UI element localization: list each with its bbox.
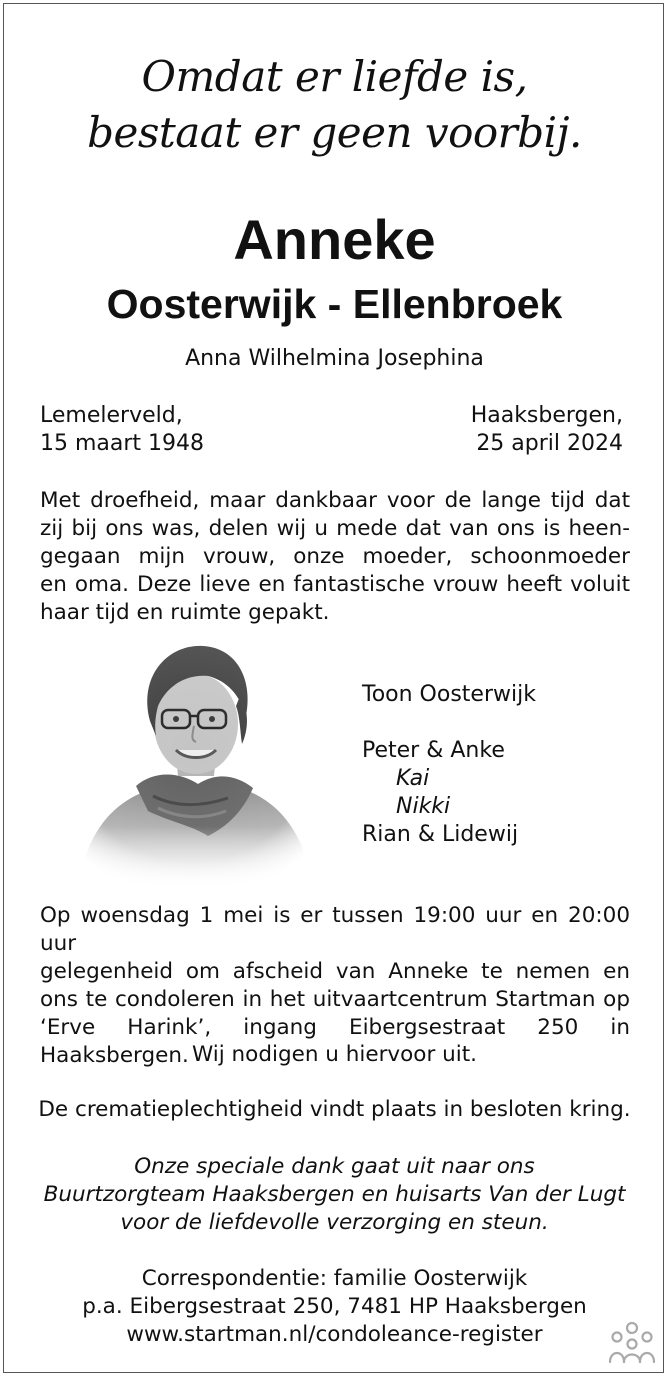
family-child-1: Peter & Anke [362,738,505,763]
announcement-line: gegaan mijn vrouw, onze moeder, schoonmoeder [40,544,630,569]
announcement-line: Met droefheid, maar dankbaar voor de lange tijd dat [40,488,630,513]
family-list [362,681,536,849]
thanks-line: Onze speciale dank gaat uit naar ons [134,1154,535,1179]
invite-text: Wij nodigen u hiervoor uit. [191,1042,477,1067]
cremation-text: De crematieplechtigheid vindt plaats in besloten kring. [38,1097,631,1122]
deceased-surname: Oosterwijk - Ellenbroek [106,281,563,327]
announcement-line: zij bij ons was, delen wij u mede dat van ons is heen- [40,516,630,541]
farewell-line: Op woensdag 1 mei is er tussen 19:00 uur en 20:00 uur [40,903,630,956]
death-info [471,402,623,458]
farewell-line: gelegenheid om afscheid van Anneke te nemen en [40,959,630,984]
farewell-line: ‘Erve Harink’, ingang Eibergsestraat 250 in Haaksbergen. [40,1015,630,1068]
people-logo-icon [606,1320,658,1364]
birth-info [40,402,204,458]
contact-address: p.a. Eibergsestraat 250, 7481 HP Haaksbergen [82,1294,587,1319]
portrait-photo [58,636,326,886]
contact-website: www.startman.nl/condoleance-register [126,1322,543,1347]
death-place: Haaksbergen, [470,403,623,428]
thanks-paragraph [0,1153,669,1237]
death-date: 25 april 2024 [476,431,623,456]
announcement-line: en oma. Deze lieve en fantastische vrouw heeft voluit [40,572,630,597]
family-spouse: Toon Oosterwijk [362,682,536,707]
deceased-full-names: Anna Wilhelmina Josephina [185,346,484,371]
thanks-line: voor de liefdevolle verzorging en steun. [120,1210,549,1235]
birth-date: 15 maart 1948 [40,431,205,456]
deceased-first-name: Anneke [233,208,436,271]
birth-place: Lemelerveld, [40,403,183,428]
family-child-2: Rian & Lidewij [362,822,519,847]
family-grandchild-2: Nikki [396,794,451,819]
announcement-line: haar tijd en ruimte gepakt. [40,600,330,625]
thanks-line: Buurtzorgteam Haaksbergen en huisarts Van der Lugt [43,1182,626,1207]
announcement-paragraph [40,487,630,627]
contact-block [0,1265,669,1349]
motto-line-1: Omdat er liefde is, [141,52,528,101]
motto-line-2: bestaat er geen voorbij. [87,108,582,157]
contact-line: Correspondentie: familie Oosterwijk [141,1266,528,1291]
farewell-line: ons te condoleren in het uitvaartcentrum Startman op [40,987,630,1012]
family-grandchild-1: Kai [396,766,430,791]
